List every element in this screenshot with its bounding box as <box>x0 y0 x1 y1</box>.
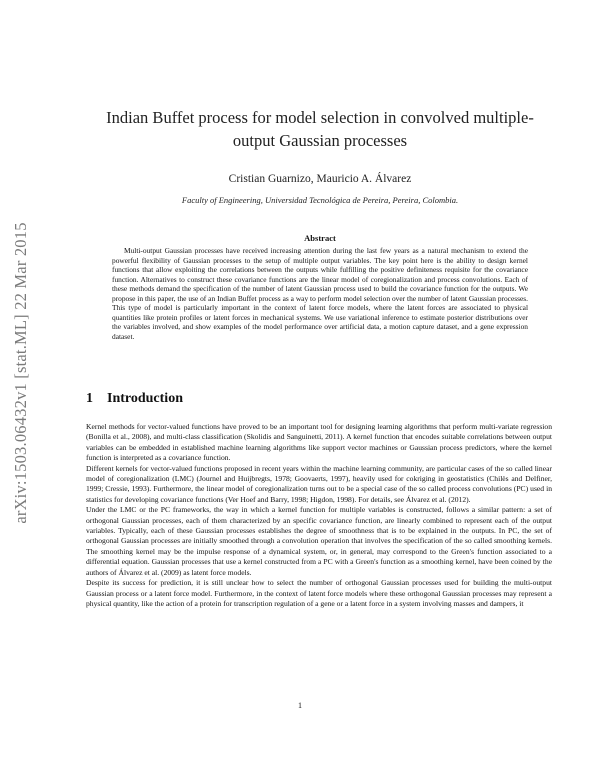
paragraph: Under the LMC or the PC frameworks, the way in which a kernel function for multiple variables is constructed, follows a similar pattern: a set of orthogonal Gaussian processes, each of them characterized by an specific covariance function, are linearly combined to represent each of the output variables. Typically, each of these Gaussian processes establishes the degree of smoothness that is to be explained in the outputs. In PC, the set of orthogonal Gaussian processes are initially smoothed through a convolution operation that involves the specification of the so called smoothing kernels. The smoothing kernel may be the impulse response of a dynamical system, or, in general, may correspond to the Green's function associated to a differential equation. Gaussian processes that use a kernel constructed from a PC with a Green's function as a smoothing kernel, have been coined by the authors of Álvarez et al. (2009) as latent force models. <box>86 505 552 577</box>
introduction-body <box>86 422 552 609</box>
abstract-text: Multi-output Gaussian processes have received increasing attention during the last few years as a natural mechanism to extend the powerful flexibility of Gaussian processes to the setup of multiple output variables. The key point here is the ability to design kernel functions that allow exploiting the correlations between the outputs while fulfilling the positive definiteness requisite for the covariance function. Alternatives to construct these covariance functions are the linear model of coregionalization and process convolutions. Each of these methods demand the specification of the number of latent Gaussian process used to build the covariance function for the outputs. We propose in this paper, the use of an Indian Buffet process as a way to perform model selection over the number of latent Gaussian processes. This type of model is particularly important in the context of latent force models, where the latent forces are associated to physical quantities like protein profiles or latent forces in mechanical systems. We use variational inference to estimate posterior distributions over the variables involved, and show examples of the model performance over artificial data, a motion capture dataset, and a gene expression dataset. <box>112 246 528 341</box>
abstract-heading: Abstract <box>304 233 336 243</box>
section-title: Introduction <box>107 391 183 406</box>
section-number: 1 <box>86 391 93 406</box>
paper-authors: Cristian Guarnizo, Mauricio A. Álvarez <box>228 173 412 185</box>
author-affiliation: Faculty of Engineering, Universidad Tecnológica de Pereira, Pereira, Colombia. <box>181 195 459 205</box>
paper-title: Indian Buffet process for model selection in convolved multiple-output Gaussian processes <box>106 108 534 150</box>
paragraph: Kernel methods for vector-valued functions have proved to be an important tool for designing learning algorithms that perform multi-variate regression (Bonilla et al., 2008), and multi-class classification (Skolidis and Sanguinetti, 2011). A kernel function that encodes suitable correlations between output variables can be embedded in established machine learning algorithms like support vector machines or Gaussian process predictors, where the kernel function is interpreted as a covariance function. <box>86 422 552 463</box>
arxiv-identifier-stamp <box>10 180 32 565</box>
paragraph: Despite its success for prediction, it is still unclear how to select the number of orthogonal Gaussian processes used for building the multi-output Gaussian process or a latent force model. Furthermore, in the context of latent force models where these orthogonal Gaussian processes may represent a physical quantity, like the action of a protein for transcription regulation of a gene or a latent force in a system involving masses and dampers, it <box>86 578 552 608</box>
arxiv-identifier-text: arXiv:1503.06432v1 [stat.ML] 22 Mar 2015 <box>11 221 30 524</box>
paragraph: Different kernels for vector-valued functions proposed in recent years within the machine learning community, are particular cases of the so called linear model of coregionalization (LMC) (Journel and Huijbregts, 1978; Goovaerts, 1997), heavily used for cokriging in geostatistics (Chilès and Delfiner, 1999; Cressie, 1993). Furthermore, the linear model of coregionalization turns out to be a special case of the so called process convolutions (PC) used in statistics for developing covariance functions (Ver Hoef and Barry, 1998; Higdon, 1998). For details, see Álvarez et al. (2012). <box>86 463 552 504</box>
section-heading <box>86 391 183 407</box>
page-number: 1 <box>298 701 302 710</box>
